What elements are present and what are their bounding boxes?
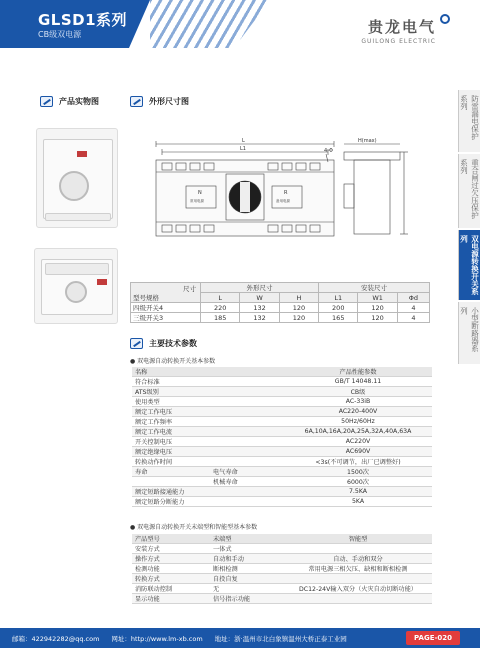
table-row: 操作方式 自动和手动 自动、手动和双分 xyxy=(132,554,432,564)
table-row: 额定短路接通能力 7.5KA xyxy=(132,487,432,497)
pencil-icon xyxy=(130,338,143,349)
table-row: 消防联动控制 无 DC12-24V输入双分（火灾自动切断功能） xyxy=(132,584,432,594)
table-row: 额定工作电流 6A,10A,16A,20A,25A,32A,40A,63A xyxy=(132,427,432,437)
table-row: 四级开关4 220 132 120 200 120 4 xyxy=(131,303,430,313)
basic-params-note: ● 双电源自动转换开关基本参数 xyxy=(130,358,216,365)
section-title: 主要技术参数 xyxy=(149,339,197,348)
dim-label-l1: L1 xyxy=(240,146,246,152)
tab-surge-protection[interactable]: 防雷漏电保护系列 xyxy=(458,90,480,152)
table-row: 符合标准 GB/T 14048.11 xyxy=(132,377,432,387)
table-row: 转换动作时间 <3s(不可调节，出厂已调整好) xyxy=(132,457,432,467)
source-r-sub: 备用电源 xyxy=(276,199,290,203)
tab-mcb[interactable]: 小型断路器系列 xyxy=(458,302,480,364)
table-row: 三级开关3 185 132 120 165 120 4 xyxy=(131,313,430,323)
col-header: W xyxy=(240,293,279,303)
col-header: H xyxy=(279,293,318,303)
table-row: 转换方式 自投自复 xyxy=(132,574,432,584)
source-r-label: R xyxy=(284,190,288,196)
source-n-label: N xyxy=(198,190,202,196)
section-tech-params xyxy=(130,338,197,349)
table-row: 使用类型 AC-33iB xyxy=(132,397,432,407)
type-params-note: ● 双电源自动转换开关末端型和智能型基本参数 xyxy=(130,524,258,531)
page-number-badge: PAGE-020 xyxy=(406,631,460,645)
table-row: 额定短路分断能力 5KA xyxy=(132,497,432,507)
group-install: 安装尺寸 xyxy=(319,283,430,293)
footer-email[interactable]: 邮箱：422942282@qq.com xyxy=(12,634,100,643)
col-header: W1 xyxy=(358,293,397,303)
brand-logo xyxy=(361,16,436,45)
table-row: 显示功能 信号指示功能 xyxy=(132,594,432,604)
product-photo-angle xyxy=(34,248,118,324)
header-stripes xyxy=(150,0,270,48)
table-row: 机械寿命 6000次 xyxy=(132,477,432,487)
basic-params-table: 名称 产品性能参数 符合标准 GB/T 14048.11 ATS级别 CB级 使用类型 AC-33iB 额定工作电压 AC220-400V 额定工作频率 50Hz/60Hz 额定工作电流 6A,10A,16A,20A,25A,32A,40A,63A 开关控制电压 AC220V 额定绝缘电压 AC690V 转换动作时间 <3s(不可调节，出厂已调整好) 寿命 电气寿命 1500次 机械寿命 6000次 额定短路接通能力 7.5KA 额定短路分断能力 5KA xyxy=(132,367,432,507)
table-row: 额定工作电压 AC220-400V xyxy=(132,407,432,417)
section-dimensions xyxy=(130,96,189,107)
series-subtitle: CB级双电源 xyxy=(38,30,82,39)
pencil-icon xyxy=(40,96,53,107)
page-footer xyxy=(0,628,480,648)
table-row: 额定工作频率 50Hz/60Hz xyxy=(132,417,432,427)
section-title: 产品实物图 xyxy=(59,97,99,106)
dimension-drawing xyxy=(148,138,438,248)
brand-mark-icon xyxy=(440,14,450,24)
table-row: ATS级别 CB级 xyxy=(132,387,432,397)
section-product-photos xyxy=(40,96,99,107)
source-n-sub: 常用电源 xyxy=(190,199,204,203)
tab-dual-power[interactable]: 双电源转换开关系列 xyxy=(458,230,480,300)
section-title: 外形尺寸图 xyxy=(149,97,189,106)
dimension-table xyxy=(130,282,430,323)
dim-label-l: L xyxy=(242,138,245,144)
brand-name: 贵龙电气 xyxy=(367,18,436,36)
product-photo-front xyxy=(36,128,118,228)
side-category-tabs xyxy=(458,90,480,366)
corner-top: 尺寸 xyxy=(183,284,196,293)
footer-website[interactable]: 网址：http://www.lm-xb.com xyxy=(111,634,203,643)
col-header: L1 xyxy=(319,293,358,303)
tab-recloser[interactable]: 重合闸过欠压保护系列 xyxy=(458,154,480,228)
group-outline: 外形尺寸 xyxy=(201,283,319,293)
series-title: GLSD1系列 xyxy=(38,11,128,29)
table-row: 额定绝缘电压 AC690V xyxy=(132,447,432,457)
col-header: Φd xyxy=(397,293,429,303)
type-params-table: 产品型号 末端型 智能型 安装方式 一体式 操作方式 自动和手动 自动、手动和双分 检测功能 断相检测 常用电源三相欠压、缺相和断相检测 转换方式 自投自复 消防联动控制 无 DC12-24V输入双分（火灾自动切断功能） 显示功能 信号指示功能 xyxy=(132,534,432,604)
table-row: 寿命 电气寿命 1500次 xyxy=(132,467,432,477)
table-row: 开关控制电压 AC220V xyxy=(132,437,432,447)
table-row: 检测功能 断相检测 常用电源三相欠压、缺相和断相检测 xyxy=(132,564,432,574)
page-header xyxy=(0,0,480,58)
corner-bottom: 型号规格 xyxy=(133,293,159,302)
col-header: L xyxy=(201,293,240,303)
table-row: 安装方式 一体式 xyxy=(132,544,432,554)
dim-label-h: H(max) xyxy=(358,138,377,144)
table-corner xyxy=(131,283,201,303)
brand-en: GUILONG ELECTRIC xyxy=(361,38,436,45)
pencil-icon xyxy=(130,96,143,107)
dim-label-hole: 4-Φ xyxy=(324,148,333,154)
footer-address: 地址：浙·温州市北白象镇温州大桥正泰工业园 xyxy=(214,634,347,643)
